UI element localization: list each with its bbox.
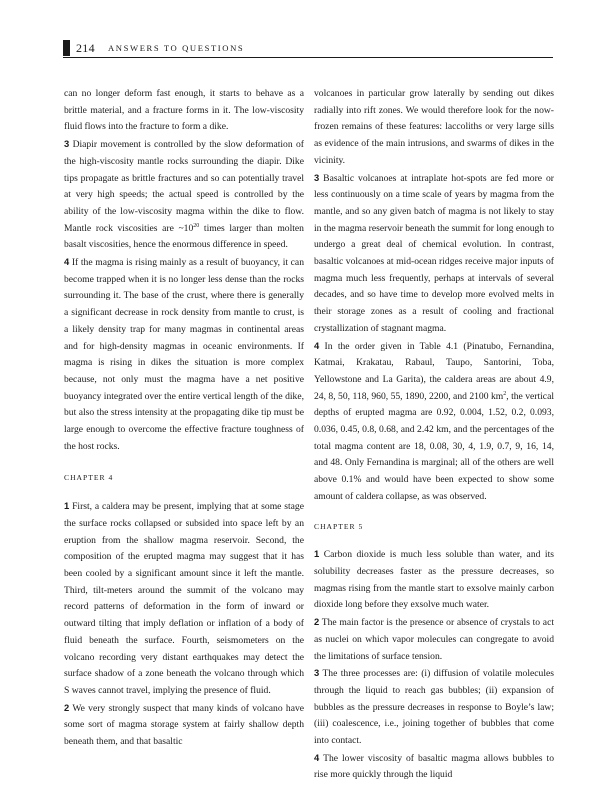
superscript: 2 xyxy=(503,390,507,397)
answer-text: Basaltic volcanoes at intraplate hot-spots are fed more or less continuously on a time scale of years by magma from the mantle, and so any given batch of magma is not likely to stay in the magma reservoir beneath the summit for long enough to undergo a great deal of chemical evolution. In contrast, basaltic volcanoes at mid-ocean ridges receive major inputs of magma much less frequently, perhaps at intervals of several decades, and so have time to develop more evolved melts in their storage zones as a result of cooling and fractional crystallization of stagnant magma. xyxy=(314,172,554,334)
answer-text: The main factor is the presence or absence of crystals to act as nuclei on which vapor molecules can congregate to avoid the limitations of surface tension. xyxy=(314,617,554,662)
answer-paragraph xyxy=(64,254,304,455)
answer-text: The lower viscosity of basaltic magma allows bubbles to rise more quickly through the liquid xyxy=(314,752,554,781)
answer-text: If the magma is rising mainly as a result of buoyancy, it can become trapped when it is no longer less dense than the rocks surrounding it. The base of the crust, where there is generally a significant decrease in rock density from mantle to crust, is a likely density trap for many magmas in continental areas and for high-density magmas in oceanic environments. If magma is rising in dikes the situation is more complex because, not only must the magma have a net positive buoyancy integrated over the entire vertical length of the dike, but also the stress intensity at the propagating dike tip must be large enough to overcome the effective fracture toughness of the host rocks. xyxy=(64,257,304,452)
chapter-heading: CHAPTER 5 xyxy=(314,521,364,531)
answer-text: Diapir movement is controlled by the slow deformation of the high-viscosity mantle rocks surrounding the diapir. Dike tips propagate as brittle fractures and so can potentially travel at very high speeds; the actual speed is controlled by the ability of the low-viscosity magma within the dike to flow. Mantle rock viscosities are ~10 xyxy=(64,139,304,234)
answer-paragraph xyxy=(314,546,554,614)
paragraph: can no longer deform fast enough, it starts to behave as a brittle material, and a fracture forms in it. The low-viscosity fluid flows into the fracture to form a dike. xyxy=(64,88,304,133)
answer-paragraph xyxy=(314,338,554,506)
answer-number: 3 xyxy=(314,667,320,679)
paragraph: volcanoes in particular grow laterally by sending out dikes radially into rift zones. We would therefore look for the now-frozen remains of these features: laccoliths or very large sills as evidence of the main intrusions, and swarms of dikes in the vicinity. xyxy=(314,88,554,166)
header-rule xyxy=(63,57,553,58)
answer-text: First, a caldera may be present, implying that at some stage the surface rocks collapsed or subsided into space left by an eruption from the shallow magma reservoir. Second, the composition of the erupted magma may suggest that it has been cooled by a significant amount since it left the mantle. Third, tilt-meters around the summit of the volcano may record patterns of deformation in the form of inward or outward tilting that imply deflation or inflation of a body of fluid beneath the surface. Fourth, seismometers on the volcano recording very distant earthquakes may detect the surface shadow of a zone beneath the volcano through which S waves cannot travel, implying the presence of fluid. xyxy=(64,501,304,696)
answer-number: 3 xyxy=(64,138,70,150)
answer-paragraph xyxy=(64,700,304,751)
answer-number: 1 xyxy=(64,500,70,512)
answer-text: The three processes are: (i) diffusion of volatile molecules through the liquid to reach gas bubbles; (ii) expansion of bubbles as the pressure decreases in response to Boyle’s law; (iii) coalescence, i.e., joining together of bubbles that come into contact. xyxy=(314,668,554,747)
running-header xyxy=(63,40,553,58)
answer-paragraph xyxy=(314,665,554,750)
answer-number: 4 xyxy=(64,256,70,268)
page-number: 214 xyxy=(76,41,95,55)
answer-number: 2 xyxy=(314,616,320,628)
answer-text: times larger than molten basalt viscosities, hence the enormous difference in speed. xyxy=(64,222,304,251)
answer-paragraph xyxy=(314,614,554,665)
answer-number: 3 xyxy=(314,171,320,183)
answer-paragraph xyxy=(314,170,554,338)
right-column xyxy=(314,86,554,784)
answer-paragraph xyxy=(314,750,554,784)
answer-text: , the vertical depths of erupted magma are 0.92, 0.004, 1.52, 0.2, 0.093, 0.036, 0.45, 0.8, 0.68, and 2.42 km, and the percentages of the total magma content are 18, 0.08, 30, 4, 1.9, 0.7, 9, 16, 14, and 48. Only Fernandina is marginal; all of the others are well above 0.1% and would have been expected to show some amount of caldera collapse, as was observed. xyxy=(314,390,554,502)
running-title: ANSWERS TO QUESTIONS xyxy=(108,43,245,53)
left-column xyxy=(64,86,304,751)
header-bar xyxy=(63,40,70,56)
answer-paragraph xyxy=(64,136,304,254)
answer-paragraph xyxy=(64,498,304,699)
answer-number: 4 xyxy=(314,751,320,763)
answer-number: 4 xyxy=(314,339,320,351)
chapter-heading: CHAPTER 4 xyxy=(64,473,114,483)
answer-number: 1 xyxy=(314,548,320,560)
answer-text: We very strongly suspect that many kinds of volcano have some sort of magma storage system at fairly shallow depth beneath them, and that basaltic xyxy=(64,702,305,748)
answer-text: In the order given in Table 4.1 (Pinatubo, Fernandina, Katmai, Krakatau, Rabaul, Taupo, Santorini, Toba, Yellowstone and La Garita), the caldera areas are about 4.9, 24, 8, 50, 118, 960, 55, 1890, 2200, and 2100 km xyxy=(314,340,554,402)
superscript: 20 xyxy=(193,222,200,229)
answer-text: Carbon dioxide is much less soluble than water, and its solubility decreases faster as the pressure decreases, so magmas rising from the mantle start to exsolve mainly carbon dioxide long before they exsolve much water. xyxy=(314,549,554,611)
answer-number: 2 xyxy=(64,701,70,713)
